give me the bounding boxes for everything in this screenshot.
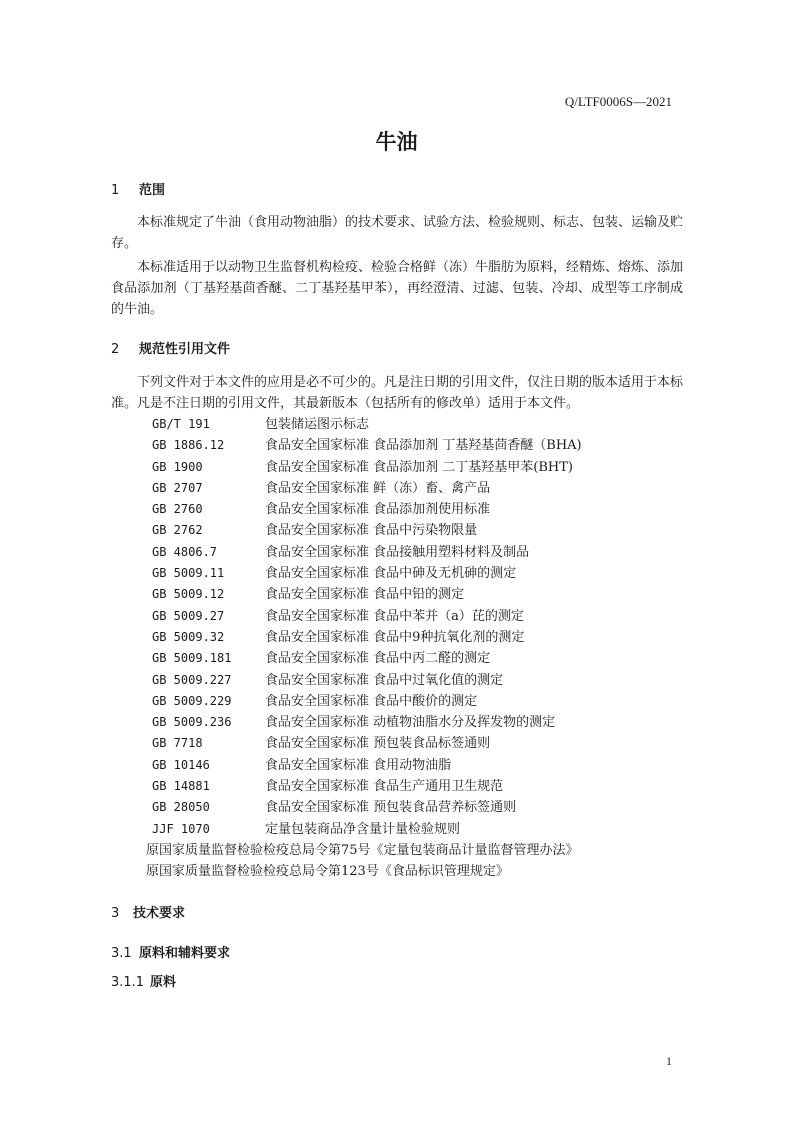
reference-code: GB 5009.181	[152, 651, 232, 666]
reference-title: 食品安全国家标准 食品添加剂使用标准	[265, 502, 491, 518]
standard-code: Q/LTF0006S—2021	[564, 94, 672, 109]
reference-item	[152, 606, 582, 627]
reference-code: GB 28050	[152, 800, 210, 815]
reference-code: GB 2760	[152, 502, 203, 517]
reference-item	[152, 584, 582, 605]
reference-title: 定量包装商品净含量计量检验规则	[265, 821, 461, 837]
reference-item	[152, 776, 582, 797]
reference-title: 食品安全国家标准 食品生产通用卫生规范	[265, 779, 504, 795]
reference-item	[152, 414, 582, 435]
reference-title: 包装储运图示标志	[265, 417, 370, 432]
reference-item	[152, 733, 582, 754]
section-title: 范围	[139, 183, 166, 198]
scope-paragraph-1: 本标准规定了牛油（食用动物油脂）的技术要求、试验方法、检验规则、标志、包装、运输及贮存。	[111, 215, 684, 251]
reference-item	[152, 435, 582, 456]
reference-item	[152, 819, 582, 840]
section-title: 原料和辅料要求	[139, 946, 231, 961]
reference-item	[152, 670, 582, 691]
reference-item	[152, 627, 582, 648]
reference-item	[152, 755, 582, 776]
section-number: 3	[111, 906, 120, 921]
section-3-heading	[111, 902, 185, 921]
section-2-heading	[111, 338, 230, 357]
reference-title: 食品安全国家标准 食品中砷及无机砷的测定	[265, 566, 517, 582]
reference-item	[152, 499, 582, 520]
reference-title: 食品安全国家标准 预包装食品标签通则	[265, 736, 491, 752]
reference-item	[152, 457, 582, 478]
reference-code: GB 1886.12	[152, 438, 225, 453]
reference-item	[152, 712, 582, 733]
reference-item	[152, 797, 582, 818]
reference-code: GB 5009.11	[152, 566, 225, 581]
reference-title: 食品安全国家标准 食品中铅的测定	[265, 587, 465, 603]
reference-code: GB 5009.27	[152, 608, 225, 623]
reference-title: 食品安全国家标准 食品添加剂 丁基羟基茴香醚（BHA)	[265, 438, 582, 454]
section-number: 1	[111, 183, 120, 198]
reference-title: 食品安全国家标准 预包装食品营养标签通则	[265, 800, 517, 816]
regulation-item: 原国家质量监督检验检疫总局令第123号《食品标识管理规定》	[146, 864, 509, 880]
reference-title: 食品安全国家标准 食品中过氧化值的测定	[265, 672, 504, 688]
page-number: 1	[666, 1054, 672, 1068]
reference-title: 食品安全国家标准 食品接触用塑料材料及制品	[265, 544, 530, 560]
section-number: 3.1.1	[111, 975, 145, 990]
reference-title: 食品安全国家标准 食品添加剂 二丁基羟基甲苯(BHT)	[265, 459, 573, 475]
reference-title: 食品安全国家标准 鲜（冻）畜、禽产品	[265, 480, 491, 496]
reference-code: GB 5009.236	[152, 715, 232, 730]
section-title: 技术要求	[133, 906, 186, 921]
reference-code: GB 5009.229	[152, 693, 232, 708]
section-title: 规范性引用文件	[139, 342, 231, 357]
reference-title: 食品安全国家标准 食品中酸价的测定	[265, 693, 478, 709]
reference-code: GB 1900	[152, 459, 203, 474]
section-1-heading	[111, 179, 165, 198]
section-number: 2	[111, 342, 120, 357]
normative-intro: 下列文件对于本文件的应用是必不可少的。凡是注日期的引用文件，仅注日期的版本适用于本标准。凡是不注日期的引用文件，其最新版本（包括所有的修改单）适用于本文件。	[111, 375, 684, 411]
reference-code: GB 5009.32	[152, 629, 225, 644]
reference-item	[152, 520, 582, 541]
reference-item	[152, 563, 582, 584]
scope-paragraph-2: 本标准适用于以动物卫生监督机构检疫、检验合格鲜（冻）牛脂肪为原料，经精炼、熔炼、添加食品添加剂（丁基羟基茴香醚、二丁基羟基甲苯），再经澄清、过滤、包装、冷却、成型等工序制成的牛油。	[111, 260, 684, 317]
reference-code: GB 7718	[152, 736, 203, 751]
reference-title: 食品安全国家标准 食品中苯并（a）芘的测定	[265, 608, 524, 624]
reference-code: JJF 1070	[152, 821, 210, 836]
reference-title: 食品安全国家标准 食用动物油脂	[265, 757, 452, 773]
reference-item	[152, 542, 582, 563]
section-title: 原料	[150, 975, 177, 990]
section-3-1-heading	[111, 942, 230, 961]
section-3-1-1-heading	[111, 971, 176, 990]
reference-list	[146, 414, 582, 883]
regulation-item: 原国家质量监督检验检疫总局令第75号《定量包装商品计量监督管理办法》	[146, 842, 579, 858]
reference-title: 食品安全国家标准 食品中污染物限量	[265, 523, 478, 539]
reference-title: 食品安全国家标准 动植物油脂水分及挥发物的测定	[265, 715, 556, 731]
reference-title: 食品安全国家标准 食品中9种抗氧化剂的测定	[265, 629, 525, 645]
section-number: 3.1	[111, 946, 132, 961]
reference-code: GB 10146	[152, 757, 210, 772]
reference-code: GB 2762	[152, 523, 203, 538]
reference-code: GB 14881	[152, 779, 210, 794]
reference-code: GB 5009.227	[152, 672, 232, 687]
reference-item	[152, 691, 582, 712]
reference-item	[152, 648, 582, 669]
reference-code: GB 5009.12	[152, 587, 225, 602]
reference-code: GB 2707	[152, 480, 203, 495]
document-title: 牛油	[375, 130, 418, 154]
reference-title: 食品安全国家标准 食品中丙二醛的测定	[265, 651, 491, 667]
reference-code: GB 4806.7	[152, 544, 218, 559]
reference-code: GB/T 191	[152, 417, 210, 431]
reference-item	[152, 478, 582, 499]
